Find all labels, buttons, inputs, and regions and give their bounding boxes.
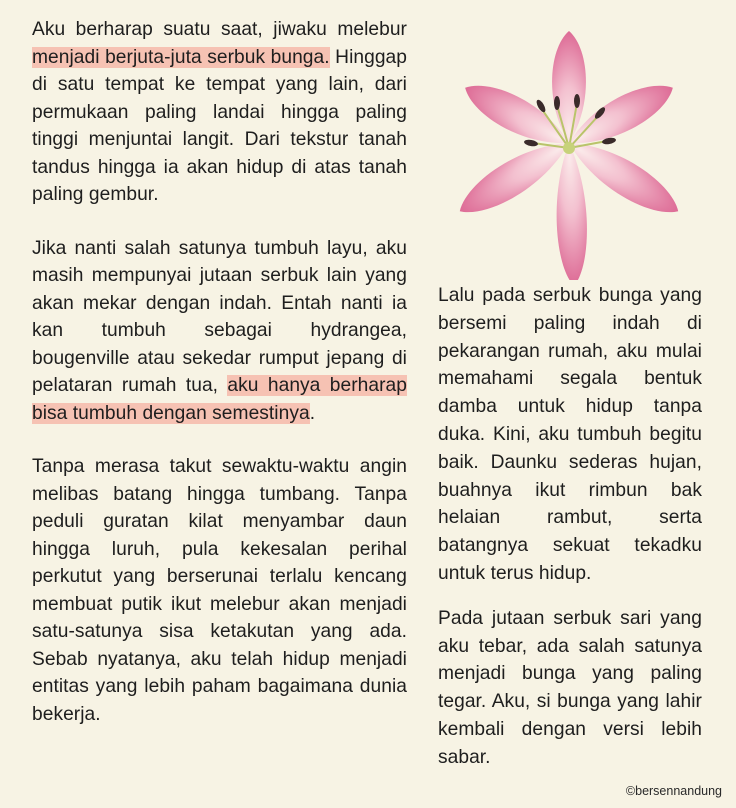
paragraph-2: [32, 235, 407, 428]
paragraph-4: Lalu pada serbuk bunga yang bersemi paling indah di pekarangan rumah, aku mulai memahami segala bentuk damba untuk hidup tanpa duka. Kini, aku tumbuh begitu baik. Daunku sederas hujan, buahnya ikut rimbun bak helaian rambut, serta batangnya sekuat tekadku untuk terus hidup.: [438, 285, 702, 584]
right-column: [438, 282, 702, 789]
left-column: [32, 16, 407, 754]
lily-flower-icon: [424, 18, 714, 280]
paragraph-5: Pada jutaan serbuk sari yang aku tebar, ada salah satunya menjadi bunga yang paling tegar. Aku, si bunga yang lahir kembali dengan versi lebih sabar.: [438, 607, 702, 768]
highlighted-phrase-1: menjadi berjuta-juta serbuk bunga.: [32, 46, 330, 68]
paragraph-1: [32, 16, 407, 209]
credit-watermark: ©bersennandung: [625, 784, 722, 798]
paragraph-2-end: .: [309, 402, 316, 424]
highlighted-phrase-2: aku hanya berharap bisa tumbuh dengan semestinya: [32, 375, 407, 424]
paragraph-2-text: Jika nanti salah satunya tumbuh layu, aku masih mempunyai jutaan serbuk lain yang akan mekar dengan indah. Entah nanti ia kan tumbuh sebagai hydrangea, bougenville atau sekedar rumput jepang di pelataran rumah tua,: [32, 237, 407, 396]
paragraph-1-rest: Hinggap di satu tempat ke tempat yang lain, dari permukaan paling landai hingga paling tinggi menjuntai langit. Dari tekstur tanah tandus hingga ia akan hidup di atas tanah paling gembur.: [32, 46, 407, 205]
paragraph-3: Tanpa merasa takut sewaktu-waktu angin melibas batang hingga tumbang. Tanpa peduli guratan kilat menyambar daun hingga luruh, pula kekesalan perihal perkutut yang berserunai terlalu kencang membuat putik ikut melebur akan menjadi satu-satunya sisa ketakutan yang ada. Sebab nyatanya, aku telah hidup menjadi entitas yang lebih paham bagaimana dunia bekerja.: [32, 456, 407, 725]
paragraph-1-text: Aku berharap suatu saat, jiwaku melebur: [32, 19, 407, 40]
